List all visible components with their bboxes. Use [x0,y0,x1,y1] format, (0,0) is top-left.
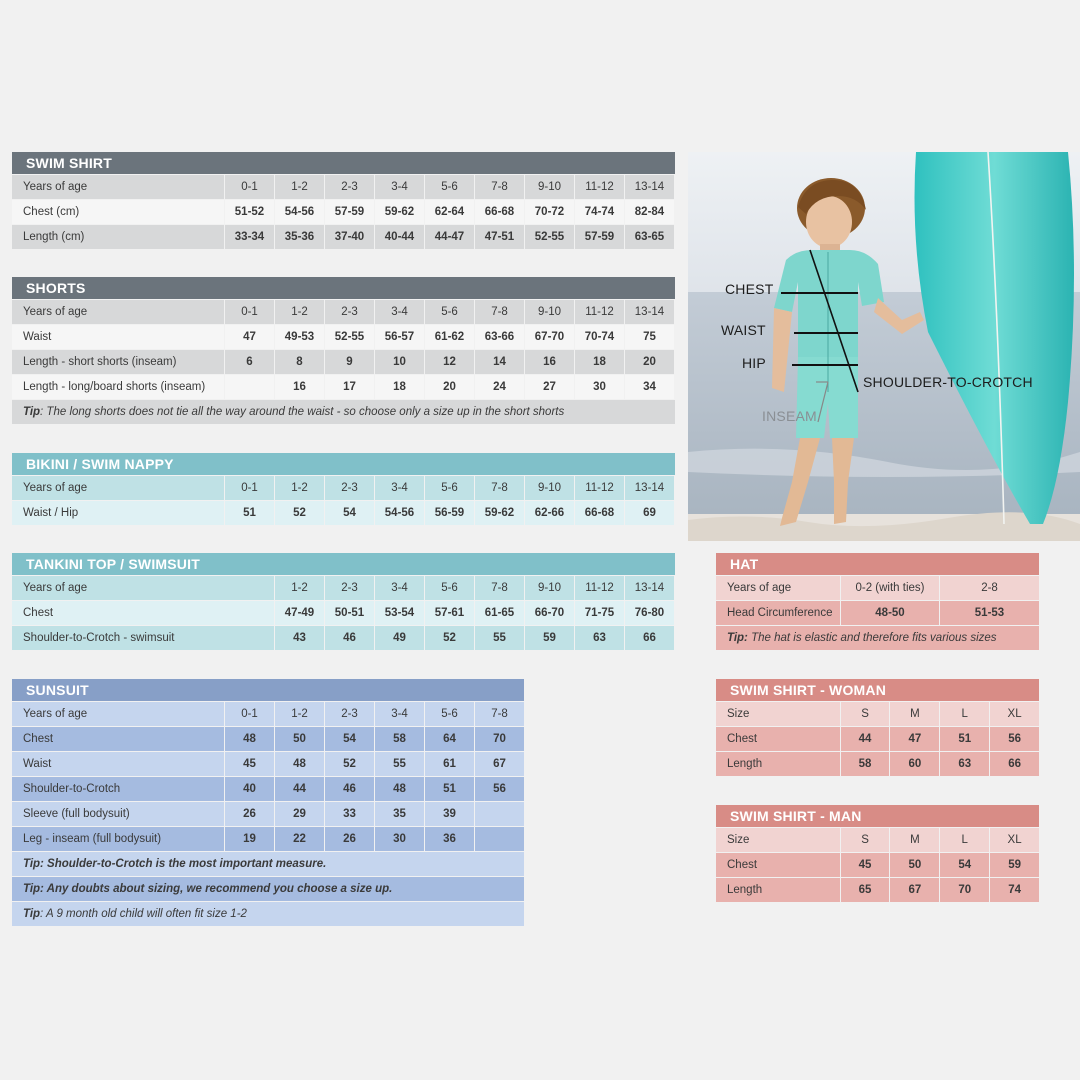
row-label: Waist [12,325,224,349]
table-cell: 63-66 [475,325,524,349]
table-title: SUNSUIT [12,679,524,701]
row-label: Chest (cm) [12,200,224,224]
table-cell: 60 [890,752,939,776]
table-cell: 13-14 [625,300,674,324]
table-row [12,601,675,625]
table-cell: 7-8 [475,476,524,500]
table-cell: 55 [475,626,524,650]
table-cell: 52 [275,501,324,525]
table-row [12,501,675,525]
table-cell: 45 [841,853,890,877]
table-cell: 51-52 [225,200,274,224]
tip-note: Tip: Shoulder-to-Crotch is the most important measure. [12,852,524,876]
table-cell: 36 [425,827,474,851]
table-title: HAT [716,553,1039,575]
table-cell: 75 [625,325,674,349]
table-cell: 53-54 [375,601,424,625]
table-cell: 56 [990,727,1039,751]
table-row [12,300,675,324]
row-label: Years of age [12,576,274,600]
table-cell: 30 [575,375,624,399]
table-body [12,476,675,525]
table-cell: 33 [325,802,374,826]
table-cell: 82-84 [625,200,674,224]
table-cell: 44-47 [425,225,474,249]
sunsuit-table [12,679,524,926]
table-cell: 66-70 [525,601,574,625]
bikini-table [12,453,675,525]
table-body [716,828,1039,902]
table-cell: 62-64 [425,200,474,224]
table-cell: 16 [275,375,324,399]
row-label: Size [716,828,840,852]
table-cell: 14 [475,350,524,374]
measurement-photo [688,152,1080,541]
table-cell: 54-56 [375,501,424,525]
table-cell: 69 [625,501,674,525]
table-cell: 0-1 [225,476,274,500]
table-cell: 6 [225,350,274,374]
table-cell [225,375,274,399]
table-cell: 65 [841,878,890,902]
row-label: Years of age [12,175,224,199]
table-cell: 22 [275,827,324,851]
table-cell: 40 [225,777,274,801]
table-cell: 3-4 [375,476,424,500]
table-cell: 0-1 [225,702,274,726]
table-cell: 47 [225,325,274,349]
table-cell: 37-40 [325,225,374,249]
table-cell: 2-3 [325,476,374,500]
table-cell: 59 [525,626,574,650]
table-cell: 59-62 [375,200,424,224]
table-cell: 64 [425,727,474,751]
table-title: SHORTS [12,277,675,299]
table-row [12,752,524,776]
inseam-label: INSEAM [762,408,817,424]
tip-note: Tip: The hat is elastic and therefore fits various sizes [716,626,1039,650]
table-cell: XL [990,702,1039,726]
table-cell: 51 [425,777,474,801]
table-cell: 59-62 [475,501,524,525]
row-label: Years of age [716,576,840,600]
table-cell: 20 [625,350,674,374]
table-cell: 2-3 [325,175,374,199]
table-cell: 56-59 [425,501,474,525]
table-row [12,827,524,851]
table-body [12,300,675,399]
table-title: SWIM SHIRT - WOMAN [716,679,1039,701]
row-label: Years of age [12,476,224,500]
photo-illustration [688,152,1080,541]
tip-note: Tip: A 9 month old child will often fit size 1-2 [12,902,524,926]
table-cell: 11-12 [575,476,624,500]
table-cell: 40-44 [375,225,424,249]
table-row [12,325,675,349]
table-row [12,576,675,600]
table-cell: 54 [325,727,374,751]
table-cell: 57-61 [425,601,474,625]
shoulder-to-crotch-label: SHOULDER-TO-CROTCH [863,374,1033,390]
table-cell: 49 [375,626,424,650]
hat-table [716,553,1039,650]
table-cell: 66-68 [575,501,624,525]
table-cell: 39 [425,802,474,826]
chest-label: CHEST [725,281,774,297]
table-cell: 46 [325,777,374,801]
table-body [12,175,675,249]
table-row [716,853,1039,877]
table-cell: 9-10 [525,175,574,199]
table-cell: 9 [325,350,374,374]
table-cell: 70 [475,727,524,751]
table-cell: 9-10 [525,300,574,324]
table-cell: 61 [425,752,474,776]
table-cell: 3-4 [375,576,424,600]
table-cell: 76-80 [625,601,674,625]
table-cell: 7-8 [475,702,524,726]
table-row [12,476,675,500]
table-cell: 5-6 [425,576,474,600]
table-cell: 12 [425,350,474,374]
table-cell: 30 [375,827,424,851]
table-cell: 9-10 [525,476,574,500]
table-cell: 62-66 [525,501,574,525]
table-cell: 19 [225,827,274,851]
table-body [12,702,524,851]
table-cell: 67 [890,878,939,902]
table-cell: 7-8 [475,175,524,199]
table-body [716,576,1039,625]
table-cell: 48 [225,727,274,751]
table-cell: 52-55 [525,225,574,249]
table-cell: 1-2 [275,576,324,600]
table-cell: 0-1 [225,175,274,199]
table-cell: L [940,702,989,726]
swim-shirt-woman-table [716,679,1039,776]
table-cell: 13-14 [625,175,674,199]
table-row [12,175,675,199]
table-cell: 11-12 [575,576,624,600]
table-cell: 48-50 [841,601,939,625]
row-label: Leg - inseam (full bodysuit) [12,827,224,851]
table-cell: 5-6 [425,300,474,324]
table-cell: 58 [841,752,890,776]
table-cell: 3-4 [375,300,424,324]
table-cell: 20 [425,375,474,399]
table-cell: 70-72 [525,200,574,224]
table-cell: 46 [325,626,374,650]
table-row [716,601,1039,625]
tip-note: Tip: The long shorts does not tie all the way around the waist - so choose only a size up in the short shorts [12,400,675,424]
table-cell: 57-59 [575,225,624,249]
table-cell: 13-14 [625,476,674,500]
table-cell: 66 [990,752,1039,776]
table-cell: 74-74 [575,200,624,224]
table-row [12,777,524,801]
table-cell: 45 [225,752,274,776]
swim-shirt-man-table [716,805,1039,902]
table-cell: 26 [325,827,374,851]
table-row [716,576,1039,600]
table-title: TANKINI TOP / SWIMSUIT [12,553,675,575]
row-label: Chest [12,727,224,751]
table-cell: 56 [475,777,524,801]
waist-label: WAIST [721,322,766,338]
table-cell: 2-8 [940,576,1039,600]
row-label: Waist [12,752,224,776]
table-cell: 67 [475,752,524,776]
table-cell: 7-8 [475,300,524,324]
table-row [12,225,675,249]
table-row [12,802,524,826]
table-cell: S [841,702,890,726]
hip-label: HIP [742,355,766,371]
table-row [12,350,675,374]
table-cell: 2-3 [325,300,374,324]
table-row [12,626,675,650]
shorts-table [12,277,675,424]
row-label: Shoulder-to-Crotch [12,777,224,801]
table-cell: 11-12 [575,175,624,199]
table-cell: 67-70 [525,325,574,349]
table-cell: 35-36 [275,225,324,249]
table-cell: 70-74 [575,325,624,349]
table-cell: 3-4 [375,175,424,199]
table-cell: S [841,828,890,852]
table-row [716,828,1039,852]
table-cell: L [940,828,989,852]
table-cell: 29 [275,802,324,826]
table-cell: 44 [275,777,324,801]
table-cell: 10 [375,350,424,374]
row-label: Years of age [12,702,224,726]
table-cell: 47 [890,727,939,751]
row-label: Length (cm) [12,225,224,249]
table-cell: 0-2 (with ties) [841,576,939,600]
table-cell: 66-68 [475,200,524,224]
table-title: SWIM SHIRT - MAN [716,805,1039,827]
table-cell: 54 [325,501,374,525]
table-cell: 17 [325,375,374,399]
table-body [716,702,1039,776]
table-row [12,727,524,751]
table-cell [475,827,524,851]
table-cell: 8 [275,350,324,374]
table-cell: 44 [841,727,890,751]
table-cell: 51 [225,501,274,525]
table-cell: 63 [940,752,989,776]
table-cell: XL [990,828,1039,852]
table-cell: 26 [225,802,274,826]
table-cell: 3-4 [375,702,424,726]
table-cell: 16 [525,350,574,374]
table-cell: 61-65 [475,601,524,625]
table-cell: 1-2 [275,476,324,500]
table-cell: 18 [575,350,624,374]
table-cell: 52 [325,752,374,776]
table-cell: 54 [940,853,989,877]
row-label: Years of age [12,300,224,324]
table-cell: 61-62 [425,325,474,349]
table-cell: 47-49 [275,601,324,625]
table-cell: M [890,828,939,852]
table-cell: 70 [940,878,989,902]
table-cell: 2-3 [325,576,374,600]
table-row [12,702,524,726]
table-cell: 24 [475,375,524,399]
table-cell: 51 [940,727,989,751]
table-cell: 50 [275,727,324,751]
table-cell: 5-6 [425,175,474,199]
table-cell: 1-2 [275,300,324,324]
row-label: Chest [12,601,274,625]
tip-note: Tip: Any doubts about sizing, we recommend you choose a size up. [12,877,524,901]
table-row [716,702,1039,726]
table-cell: 50 [890,853,939,877]
table-cell: 34 [625,375,674,399]
row-label: Length [716,878,840,902]
table-cell: M [890,702,939,726]
row-label: Sleeve (full bodysuit) [12,802,224,826]
table-cell: 58 [375,727,424,751]
row-label: Length - short shorts (inseam) [12,350,224,374]
row-label: Size [716,702,840,726]
table-cell: 63 [575,626,624,650]
table-cell: 48 [375,777,424,801]
table-cell: 66 [625,626,674,650]
table-cell: 74 [990,878,1039,902]
table-cell: 18 [375,375,424,399]
table-title: SWIM SHIRT [12,152,675,174]
table-cell: 57-59 [325,200,374,224]
table-row [716,878,1039,902]
table-row [716,752,1039,776]
table-cell: 9-10 [525,576,574,600]
table-cell: 49-53 [275,325,324,349]
table-cell: 71-75 [575,601,624,625]
row-label: Shoulder-to-Crotch - swimsuit [12,626,274,650]
swim-shirt-table [12,152,675,249]
table-cell: 59 [990,853,1039,877]
table-cell [475,802,524,826]
table-cell: 0-1 [225,300,274,324]
row-label: Length - long/board shorts (inseam) [12,375,224,399]
table-cell: 11-12 [575,300,624,324]
row-label: Length [716,752,840,776]
table-cell: 51-53 [940,601,1039,625]
table-cell: 52-55 [325,325,374,349]
tankini-table [12,553,675,650]
table-cell: 50-51 [325,601,374,625]
table-cell: 27 [525,375,574,399]
table-row [12,375,675,399]
row-label: Chest [716,727,840,751]
row-label: Waist / Hip [12,501,224,525]
table-cell: 1-2 [275,702,324,726]
table-cell: 13-14 [625,576,674,600]
table-cell: 35 [375,802,424,826]
row-label: Chest [716,853,840,877]
table-cell: 55 [375,752,424,776]
row-label: Head Circumference [716,601,840,625]
table-cell: 7-8 [475,576,524,600]
table-cell: 52 [425,626,474,650]
table-cell: 48 [275,752,324,776]
table-row [12,200,675,224]
table-cell: 56-57 [375,325,424,349]
table-cell: 43 [275,626,324,650]
table-body [12,576,675,650]
table-cell: 54-56 [275,200,324,224]
table-cell: 5-6 [425,702,474,726]
table-cell: 1-2 [275,175,324,199]
table-cell: 2-3 [325,702,374,726]
table-cell: 63-65 [625,225,674,249]
table-row [716,727,1039,751]
table-cell: 5-6 [425,476,474,500]
table-cell: 33-34 [225,225,274,249]
table-cell: 47-51 [475,225,524,249]
table-title: BIKINI / SWIM NAPPY [12,453,675,475]
